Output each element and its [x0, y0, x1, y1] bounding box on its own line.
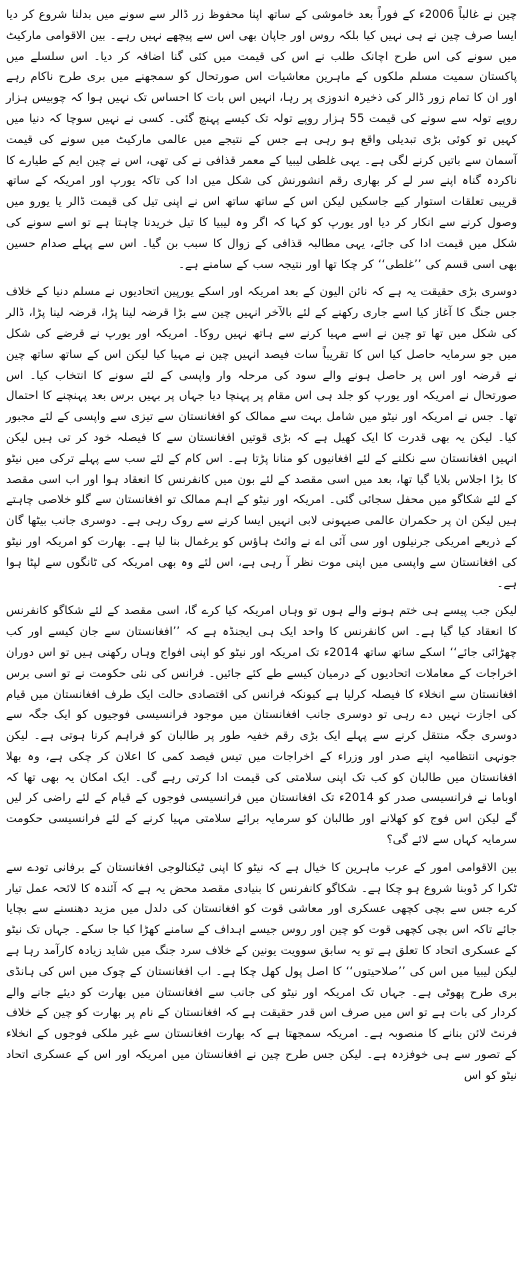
article-paragraph: بین الاقوامی امور کے عرب ماہرین کا خیال ہے کہ نیٹو کا اپنی ٹیکنالوجی افغانستان کے برفانی تودے سے ٹکرا کر ڈوبنا شروع ہو چکا ہے۔ شکاگو کانفرنس کا بنیادی مقصد محض یہ ہے کہ آئندہ کا لائحہ عمل تیار کرے جس سے بچی کچھی عسکری اور معاشی قوت کو افغانستان کی دلدل میں مزید دھنسنے سے بچایا جائے تاکہ اس بچی کچھی قوت کو چین اور روس جیسے اہداف کے سامنے کھڑا کیا جا سکے۔ جہاں تک نیٹو کے عسکری اتحاد کا تعلق ہے تو یہ سابق سوویت یونین کے خلاف سرد جنگ میں شاید زیادہ کارآمد رہا ہے لیکن لیبیا میں اس کی ’’صلاحیتوں‘‘ کا اصل پول کھل چکا ہے۔ اب افغانستان کے چوک میں اس کی ہانڈی بری طرح پھوٹی ہے۔ جہاں تک امریکہ اور نیٹو کی جانب سے افغانستان میں بھارت کو دیئے جانے والے کردار کی بات ہے تو اس میں صرف اس قدر حقیقت ہے کہ افغانستان کے نام پر بھارت کو چین کے خلاف فرنٹ لائن بنانے کا منصوبہ ہے۔ امریکہ سمجھتا ہے کہ بھارت افغانستان سے غیر ملکی فوجوں کے انخلاء کے تصور سے ہی خوفزدہ ہے۔ لیکن جس طرح چین نے افغانستان میں امریکہ اور اس کے عسکری اتحاد نیٹو کو اس	[6, 859, 517, 1082]
article-paragraph: دوسری بڑی حقیقت یہ ہے کہ نائن الیون کے بعد امریکہ اور اسکے یورپین اتحادیوں نے مسلم دنیا کے خلاف جس جنگ کا آغاز کیا اسے جاری رکھنے کے لئے بالآخر انہیں چین سے بڑا قرضہ لینا پڑا، قرضہ لینا پڑا، ڈالر کی شکل میں تھا تو چین نے اسے مہیا کرنے سے ہاتھ نہیں روکا۔ امریکہ اور یورپ نے قرضے کی شکل میں جو سرمایہ حاصل کیا اس کا تقریباً سات فیصد انہیں چین نے مہیا کیا لیکن اس کے ساتھ ساتھ چین نے قرضہ اور اس پر حاصل ہونے والے سود کی مرحلہ وار واپسی کے لئے سونے کا انتخاب کیا۔ اس صورتحال نے امریکہ اور یورپ کو جلد ہی اس مقام پر پہنچا دیا جہاں پر بہیں برس بعد پہنچنے کا احتمال تھا۔ جس نے امریکہ اور نیٹو میں شامل بہت سے ممالک کو افغانستان سے تیزی سے واپسی کے لئے مجبور کیا۔ لیکن یہ بھی قدرت کا ایک کھیل ہے کہ بڑی قوتیں افغانستان سے کا فیصلہ خود کر تی ہیں لیکن انہیں افغانستان سے نکلنے کے لئے افغانیوں کو منانا پڑتا ہے۔ اس کام کے لئے سب سے پہلے ترکی میں نیٹو کا بڑا اجلاس بلایا گیا تھا، بعد میں اسی مقصد کے لئے بون میں کانفرنس کا انعقاد ہوا اور اب اسی مقصد کے لئے شکاگو میں محفل سجائی گئی۔ امریکہ اور نیٹو کے اہم ممالک تو افغانستان سے گلو خلاصی چاہتے ہیں لیکن ان پر حکمران عالمی صیہونی لابی انہیں ایسا کرنے سے روک رہی ہے۔ دوسری جانب بیٹھا گان کے ذریعے امریکی جرنیلوں اور سی آئی اے نے وائٹ ہاؤس کو یرغمال بنا لیا ہے۔ بھارت کو امریکہ اور نیٹو کی افغانستان سے واپسی میں اپنی موت نظر آ رہی ہے، اس لئے وہ بھی امریکہ کی ٹانگوں سے لپٹا ہوا ہے۔	[6, 284, 517, 590]
article-paragraph: چین نے غالباً 2006ء کے فوراً بعد خاموشی کے ساتھ اپنا محفوظ زر ڈالر سے سونے میں بدلنا شروع کر دیا ایسا صرف چین نے ہی نہیں کیا بلکہ روس اور جاپان بھی اس سے پیچھے نہیں رہے۔ بین الاقوامی مارکیٹ میں سونے کی اس طرح اچانک طلب نے اس کی قیمت میں کئی گنا اضافہ کر دیا۔ اس سلسلے میں پاکستان سمیت مسلم ملکوں کے ماہرین معاشیات اس صورتحال کو سمجھنے میں بری طرح ناکام رہے اور ان کا تمام زور ڈالر کی ذخیرہ اندوزی پر رہا، انہیں اس بات کا احساس تک نہیں ہوا کہ چوبیس ہزار روپے تولہ سے سونے کی قیمت 55 ہزار روپے تولہ تک کیسے پہنچ گئی۔ کسی نے نہیں سوچا کہ دنیا میں کہیں تو کوئی بڑی تبدیلی واقع ہو رہی ہے جس کے نتیجے میں عالمی مارکیٹ میں سونے کی قیمت آسمان سے باتیں کرنے لگی ہے۔ یہی غلطی لیبیا کے معمر قذافی نے کی تھی، اس نے چین ایم کے طیارے کا ناکردہ گناہ اپنے سر لے کر بھاری رقم انشورنش کی شکل میں ادا کی تاکہ یورپ اور امریکہ کے ساتھ قریبی تعلقات استوار کیے جاسکیں لیکن اس کے ساتھ ساتھ اس نے اپنی تیل کی قیمت ڈالر یا یورو میں وصول کرنے سے انکار کر دیا اور یورپ کو کہا کہ اگر وہ لیبیا کا تیل خریدنا چاہتا ہے تو اسے سونے کی شکل میں قیمت ادا کی جائے، یہی مطالبہ قذافی کے زوال کا سبب بن گیا۔ اس سے پہلے صدام حسین بھی اسی قسم کی ’’غلطی‘‘ کر چکا تھا اور نتیجہ سب کے سامنے ہے۔	[6, 7, 517, 271]
article-paragraph: لیکن جب پیسے ہی ختم ہونے والے ہوں تو وہاں امریکہ کیا کرے گا، اسی مقصد کے لئے شکاگو کانفرنس کا انعقاد کیا گیا ہے۔ اس کانفرنس کا واحد ایک ہی ایجنڈہ ہے کہ ’’افغانستان سے جان کیسے اور کب چھڑائی جائے‘‘ اسکے ساتھ ساتھ 2014ء تک امریکہ اور نیٹو کو اپنی افواج وہاں رکھنی ہیں تو اس دوران اخراجات کے معاملات اتحادیوں کے درمیان کیسے طے کئے جائیں۔ فرانس کی نئی حکومت نے تو اسی برس افغانستان سے انخلاء کا فیصلہ کرلیا ہے کیونکہ فرانس کی اقتصادی حالت ایک طرف افغانستان میں قیام کی اجازت نہیں دے رہی تو دوسری جانب افغانستان میں موجود فرانسیسی فوجیوں کو ایک جگہ سے دوسری جگہ منتقل کرنے سے پہلے ایک بڑی رقم خفیہ طور پر طالبان کو فراہم کرنا ہوتی ہے۔ لیکن جونہی انتظامیہ اپنے صدر اور وزراء کے اخراجات میں تیس فیصد کمی کا اعلان کر چکی ہے، وہ بھلا افغانستان میں طالبان کو کب تک اپنی سلامتی کی قیمت ادا کرتی رہے گی۔ ایک امکان یہ بھی تھا کہ اوباما نے فرانسیسی صدر کو 2014ء تک افغانستان میں فرانسیسی فوجوں کے قیام کے لئے راضی کر لیں گے لیکن اس فوج کو کھلانے اور طالبان کو سرمایہ برائے سلامتی مہیا کرنے کے لئے فرانسیسی حکومت سرمایہ کہاں سے لائے گی؟	[6, 603, 518, 847]
